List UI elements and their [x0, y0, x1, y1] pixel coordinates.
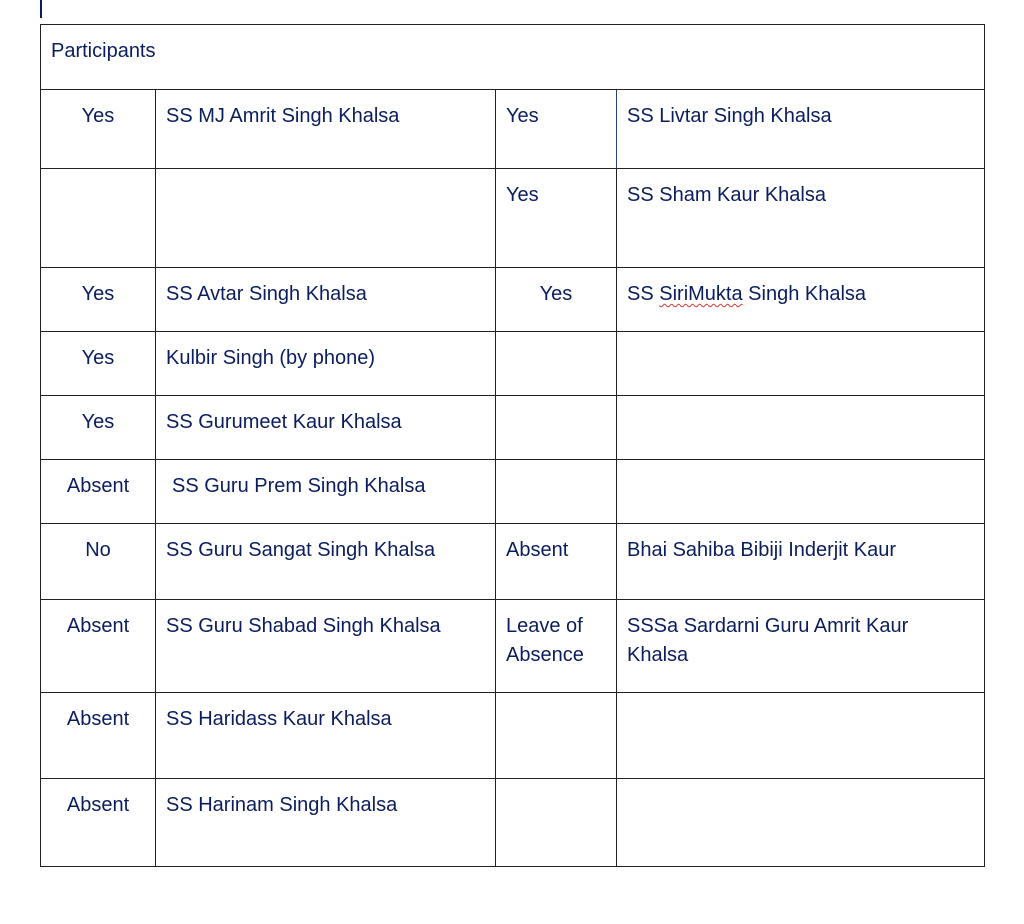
participant-name[interactable]: SS Guru Prem Singh Khalsa	[156, 460, 496, 524]
participant-name[interactable]: SS Gurumeet Kaur Khalsa	[156, 396, 496, 460]
attendance-status[interactable]: Yes	[41, 268, 156, 332]
participant-name[interactable]: SS Harinam Singh Khalsa	[156, 779, 496, 867]
table-row	[41, 693, 985, 779]
table-row	[41, 396, 985, 460]
attendance-status[interactable]: Absent	[496, 524, 617, 600]
participant-name[interactable]: Kulbir Singh (by phone)	[156, 332, 496, 396]
participant-name[interactable]: SS Guru Sangat Singh Khalsa	[156, 524, 496, 600]
participant-name[interactable]	[617, 332, 985, 396]
text-cursor	[40, 0, 42, 18]
attendance-status[interactable]	[496, 460, 617, 524]
attendance-status[interactable]: Yes	[41, 332, 156, 396]
participant-name[interactable]: SS Guru Shabad Singh Khalsa	[156, 600, 496, 693]
participant-name[interactable]	[617, 779, 985, 867]
attendance-status[interactable]: Leave of Absence	[496, 600, 617, 693]
table-row	[41, 460, 985, 524]
attendance-status[interactable]: Absent	[41, 693, 156, 779]
table-row	[41, 169, 985, 268]
attendance-status[interactable]	[496, 779, 617, 867]
attendance-status[interactable]: Yes	[41, 90, 156, 169]
participant-name[interactable]: SS Livtar Singh Khalsa	[617, 90, 985, 169]
participant-name[interactable]: SSSa Sardarni Guru Amrit Kaur Khalsa	[617, 600, 985, 693]
participant-name[interactable]: SS Avtar Singh Khalsa	[156, 268, 496, 332]
attendance-status[interactable]: Absent	[41, 779, 156, 867]
attendance-status[interactable]	[496, 396, 617, 460]
participant-name[interactable]: SS Haridass Kaur Khalsa	[156, 693, 496, 779]
table-row	[41, 332, 985, 396]
table-row	[41, 90, 985, 169]
table-row	[41, 779, 985, 867]
participant-name[interactable]: Bhai Sahiba Bibiji Inderjit Kaur	[617, 524, 985, 600]
participant-name[interactable]: SS Sham Kaur Khalsa	[617, 169, 985, 268]
participant-name[interactable]	[617, 268, 985, 332]
table-header-row	[41, 25, 985, 90]
attendance-status[interactable]: Yes	[41, 396, 156, 460]
attendance-status[interactable]: Yes	[496, 169, 617, 268]
participant-name[interactable]	[617, 396, 985, 460]
attendance-status[interactable]: Yes	[496, 90, 617, 169]
attendance-status[interactable]	[496, 332, 617, 396]
participant-name[interactable]	[617, 693, 985, 779]
table-row	[41, 600, 985, 693]
table-row	[41, 524, 985, 600]
name-prefix: SS	[627, 283, 660, 305]
attendance-status[interactable]: No	[41, 524, 156, 600]
participants-table	[40, 24, 985, 867]
participant-name[interactable]: SS MJ Amrit Singh Khalsa	[156, 90, 496, 169]
name-suffix: Singh Khalsa	[742, 283, 867, 305]
attendance-status[interactable]: Absent	[41, 460, 156, 524]
attendance-status[interactable]: Yes	[496, 268, 617, 332]
attendance-status[interactable]	[496, 693, 617, 779]
table-row	[41, 268, 985, 332]
attendance-status[interactable]	[41, 169, 156, 268]
participant-name[interactable]	[617, 460, 985, 524]
participant-name[interactable]	[156, 169, 496, 268]
spellcheck-flagged-word: SiriMukta	[659, 283, 743, 305]
participants-header[interactable]: Participants	[41, 25, 985, 90]
attendance-status[interactable]: Absent	[41, 600, 156, 693]
